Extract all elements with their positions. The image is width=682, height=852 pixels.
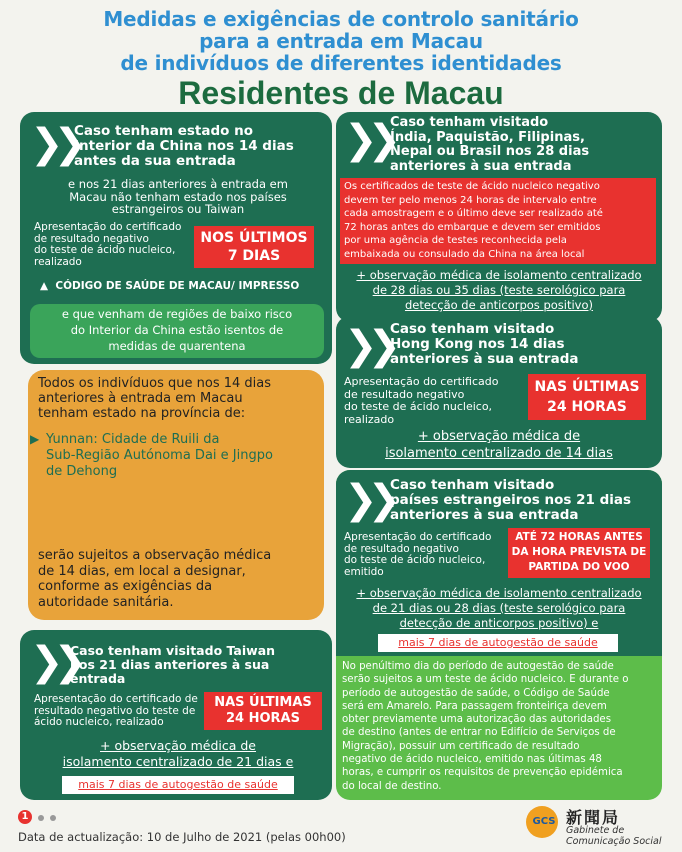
yunnan-outcome: serão sujeitos a observação médica de 14 dias, em local a designar, conforme as exigências da autoridade sanitária. xyxy=(38,548,272,610)
yunnan-place: Yunnan: Cidade de Ruili da Sub-Região Autónoma Dai e Jingpo de Dehong xyxy=(46,432,273,479)
china-code: ▲ CÓDIGO DE SAÚDE DE MACAU/ IMPRESSO xyxy=(40,280,300,292)
foreign-obs: + observação médica de isolamento centralizado de 21 dias ou 28 dias (teste serológico para detecção de anticorpos positivo) e xyxy=(356,586,642,630)
yunnan-intro: Todos os indivíduos que nos 14 dias anteriores à entrada em Macau tenham estado na província de: xyxy=(38,376,272,421)
hongkong-cert-text: Apresentação do certificado de resultado negativo do teste de ácido nucleico, realizado xyxy=(344,375,499,426)
title-line-1: Medidas e exigências de controlo sanitário xyxy=(103,7,579,31)
chevron-right-icon: ❯❯ xyxy=(344,323,392,369)
triangle-up-icon: ▲ xyxy=(40,280,49,292)
taiwan-cert-text: Apresentação do certificado de resultado negativo do teste de ácido nucleico, realizado xyxy=(34,693,198,728)
taiwan-obs: + observação médica de isolamento centralizado de 21 dias e xyxy=(62,738,294,769)
foreign-cert-text: Apresentação do certificado de resultado negativo do teste de ácido nucleico, emitido xyxy=(344,531,492,578)
gcs-logo-mark: GCS xyxy=(532,816,556,827)
chevron-right-icon: ❯❯ xyxy=(344,477,392,523)
chevron-right-icon: ❯❯ xyxy=(344,117,392,163)
chevron-right-icon: ❯❯ xyxy=(30,639,78,685)
china-exempt: e que venham de regiões de baixo risco do Interior da China estão isentos de medidas de quarentena xyxy=(61,307,293,353)
hongkong-heading: Caso tenham visitado Hong Kong nos 14 dias anteriores à sua entrada xyxy=(390,321,579,367)
taiwan-self: mais 7 dias de autogestão de saúde xyxy=(62,776,294,794)
logo-chinese: 新聞局 xyxy=(566,808,621,827)
china-badge: NOS ÚLTIMOS 7 DIAS xyxy=(194,226,314,268)
hongkong-badge: NAS ÚLTIMAS 24 HORAS xyxy=(528,374,646,420)
page-title: Residentes de Macau xyxy=(178,75,504,111)
taiwan-heading: Caso tenham visitado Taiwan nos 21 dias anteriores à sua entrada xyxy=(70,643,276,686)
india-heading: Caso tenham visitado Índia, Paquistão, Filipinas, Nepal ou Brasil nos 28 dias anteriores à sua entrada xyxy=(390,115,590,174)
india-red-note: Os certificados de teste de ácido nucleico negativo devem ter pelo menos 24 horas de intervalo entre cada amostragem e o último deve ser realizado até 72 horas antes do embarque e devem ser emitidos por uma agência de testes reconhecida pela embaixada ou consulado da China na área local xyxy=(340,178,656,264)
page-indicator-active[interactable]: 1 xyxy=(18,810,32,824)
china-heading: Caso tenham estado no Interior da China nos 14 dias antes da sua entrada xyxy=(74,123,294,169)
foreign-note: No penúltimo dia do período de autogestão de saúde serão sujeitos a um teste de ácido nucleico. E durante o período de autogestão de saúde, o Código de Saúde será em Amarelo. Para passagem fronteiriça devem obter previamente uma autorização das autoridades de destino (antes de entrar no Edifício de Serviços de Migração), possuir um certificado de resultado negativo de ácido nucleico, emitido nas últimas 48 horas, e cumprir os requisitos de prevenção epidémica do local de destino. xyxy=(342,661,629,792)
page-indicator-dot[interactable] xyxy=(50,815,56,821)
title-line-2: para a entrada em Macau xyxy=(199,29,483,53)
hongkong-obs: + observação médica de isolamento centralizado de 14 dias xyxy=(385,429,613,461)
india-obs: + observação médica de isolamento centralizado de 28 dias ou 35 dias (teste serológico para detecção de anticorpos positivo) xyxy=(356,268,642,312)
logo-name: Gabinete de Comunicação Social xyxy=(566,825,662,847)
foreign-self: mais 7 dias de autogestão de saúde xyxy=(378,634,618,652)
chevron-right-icon: ❯❯ xyxy=(30,121,78,167)
foreign-badge: ATÉ 72 HORAS ANTES DA HORA PREVISTA DE PARTIDA DO VOO xyxy=(508,528,650,578)
page-indicator-dot[interactable] xyxy=(38,815,44,821)
update-date: Data de actualização: 10 de Julho de 2021 (pelas 00h00) xyxy=(18,830,346,844)
china-cert-text: Apresentação do certificado de resultado negativo do teste de ácido nucleico, realizado xyxy=(34,221,182,268)
title-line-3: de indivíduos de diferentes identidades xyxy=(120,51,562,75)
taiwan-badge: NAS ÚLTIMAS 24 HORAS xyxy=(204,692,322,730)
play-icon: ▶ xyxy=(30,432,40,446)
china-sub: e nos 21 dias anteriores à entrada em Macau não tenham estado nos países estrangeiros ou Taiwan xyxy=(68,177,288,216)
foreign-heading: Caso tenham visitado países estrangeiros nos 21 dias anteriores à sua entrada xyxy=(390,477,632,523)
